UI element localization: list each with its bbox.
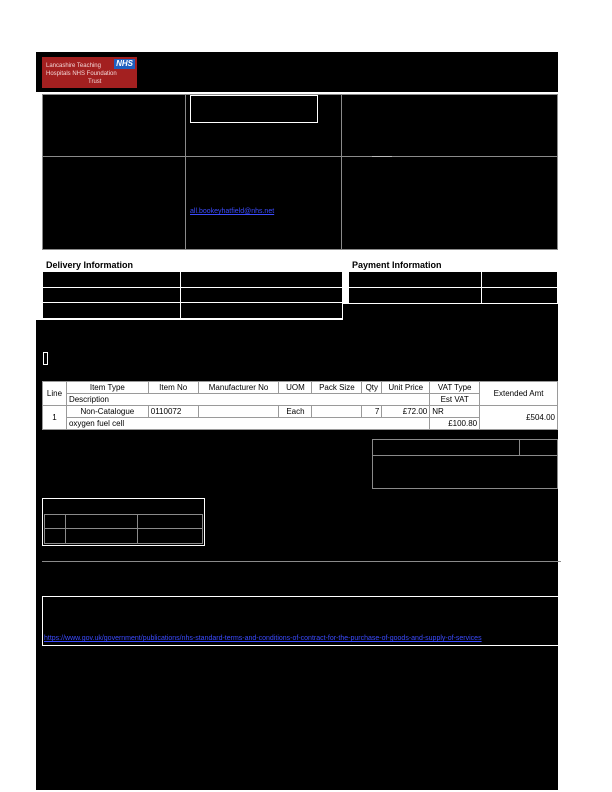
cell-extended-amt: £504.00	[480, 406, 558, 430]
cell-est-vat: £100.80	[430, 418, 480, 430]
table-header-row-1	[43, 382, 558, 394]
payment-row-1	[349, 272, 481, 287]
delivery-row-3	[43, 303, 180, 318]
logo-line-3: Trust	[88, 79, 102, 85]
logo-line-2: Hospitals NHS Foundation	[46, 71, 117, 77]
delivery-row-1	[43, 272, 180, 287]
header-unit-price: Unit Price	[382, 382, 430, 394]
cell-unit-price: £72.00	[382, 406, 430, 418]
header-uom: UOM	[279, 382, 312, 394]
cell-description: oxygen fuel cell	[66, 418, 429, 430]
header-est-vat: Est VAT	[430, 394, 480, 406]
cell-item-type: Non-Catalogue	[66, 406, 148, 418]
header-item-type: Item Type	[66, 382, 148, 394]
cell-pack-size	[312, 406, 362, 418]
payment-row-1-value	[482, 272, 557, 287]
cell-uom: Each	[279, 406, 312, 418]
contact-email-link[interactable]: all.bookeyhatfield@nhs.net	[190, 208, 275, 215]
payment-row-2-value	[482, 288, 557, 303]
delivery-row-2-value	[181, 288, 342, 302]
payment-title: Payment Information	[349, 259, 560, 271]
cell-item-no: 0110072	[148, 406, 198, 418]
header-vat-type: VAT Type	[430, 382, 480, 394]
approvals-grid	[44, 514, 203, 544]
nhs-badge: NHS	[116, 59, 133, 68]
section-divider	[42, 561, 561, 562]
checkbox-marker[interactable]	[43, 352, 48, 365]
order-items-table	[42, 381, 558, 430]
order-number-box	[190, 95, 318, 123]
header-pack-size: Pack Size	[312, 382, 362, 394]
delivery-title: Delivery Information	[43, 259, 345, 271]
delivery-row-3-value	[181, 303, 342, 318]
header-qty: Qty	[362, 382, 382, 394]
cell-manufacturer-no	[198, 406, 279, 418]
totals-box	[372, 439, 558, 489]
header-line: Line	[43, 382, 67, 406]
header-item-no: Item No	[148, 382, 198, 394]
cell-line: 1	[43, 406, 67, 430]
logo-line-1: Lancashire Teaching	[46, 63, 101, 69]
terms-link[interactable]: https://www.gov.uk/government/publications/nhs-standard-terms-and-conditions-of-contract-for-the-purchase-of-goods-and-supply-of-services	[44, 635, 482, 642]
header-manufacturer-no: Manufacturer No	[198, 382, 279, 394]
payment-row-2	[349, 288, 481, 303]
delivery-row-1-value	[181, 272, 342, 287]
cell-vat-type: NR	[430, 406, 480, 418]
table-row	[43, 406, 558, 418]
cell-qty: 7	[362, 406, 382, 418]
payment-lower-band	[343, 304, 558, 320]
trust-logo	[42, 57, 137, 88]
delivery-row-2	[43, 288, 180, 302]
header-description: Description	[66, 394, 429, 406]
header-extended-amt: Extended Amt	[480, 382, 558, 406]
